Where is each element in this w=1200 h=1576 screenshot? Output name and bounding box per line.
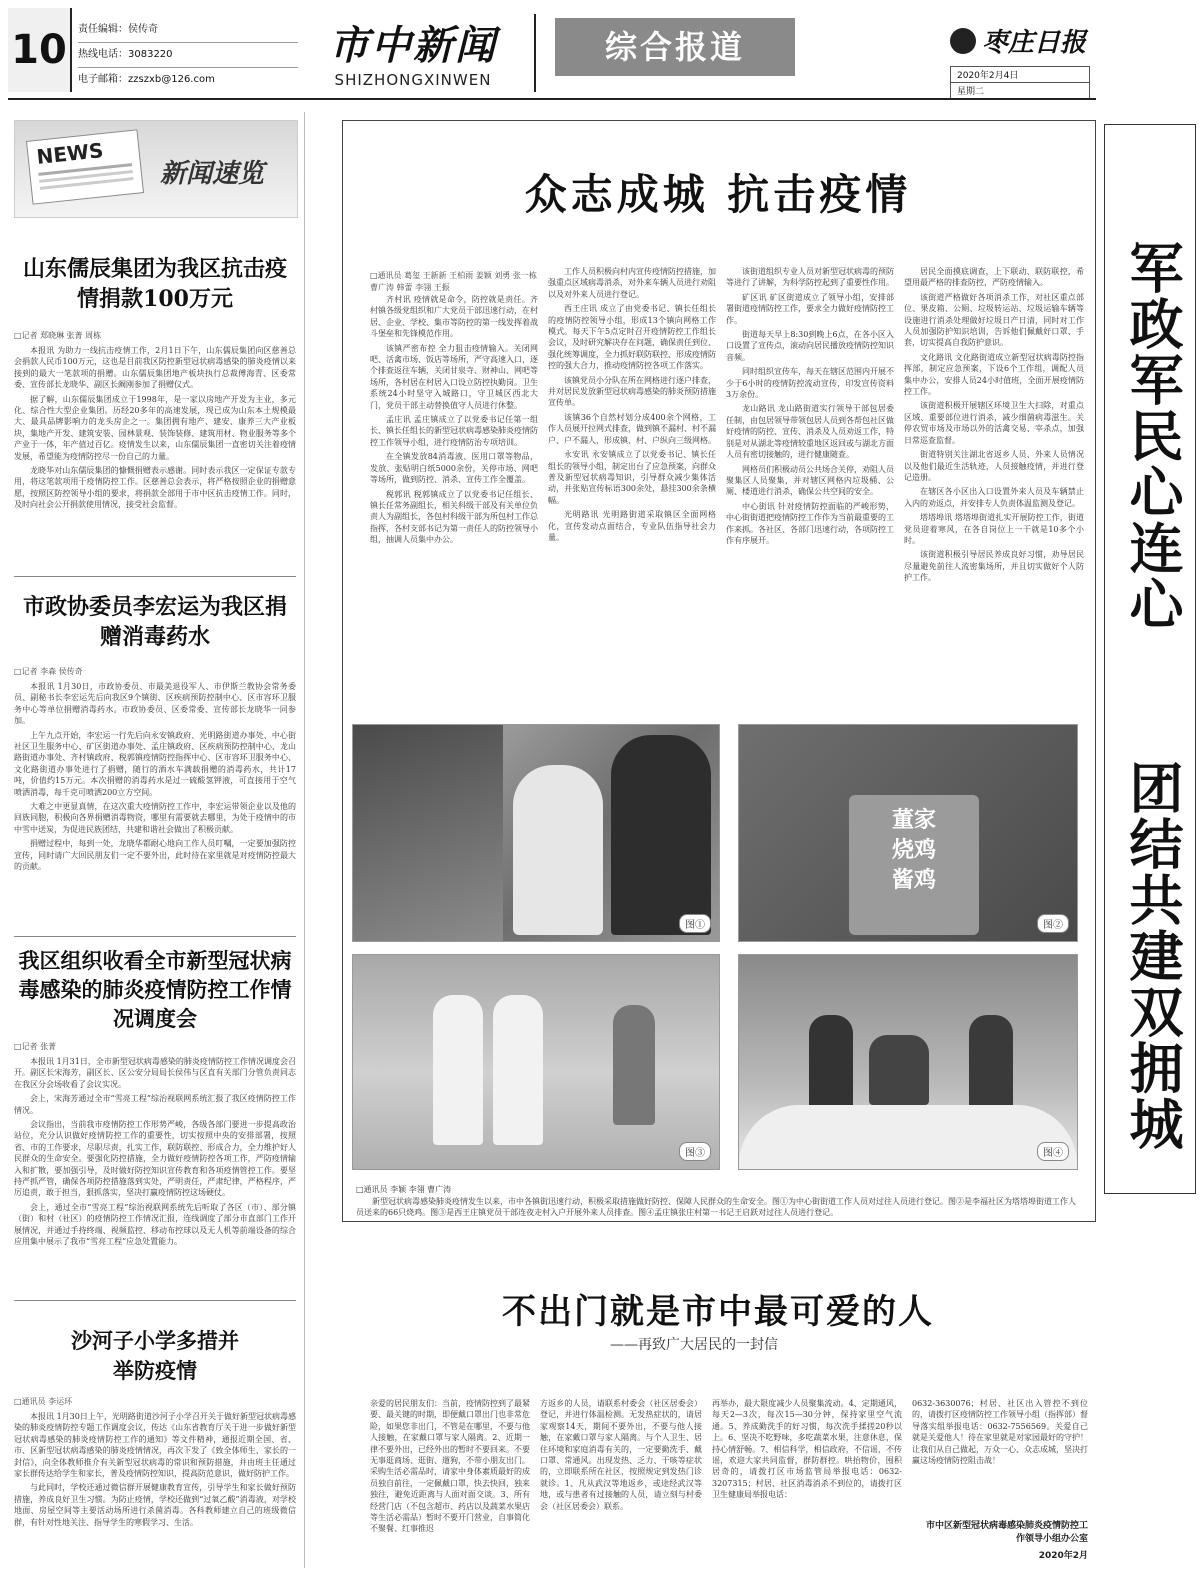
section-logo-text: 市中新闻 bbox=[329, 22, 497, 69]
paragraph: 捐赠过程中，每到一处，龙晓华都耐心地向工作人员叮嘱，一定要加强防控宣传，同时请广大回民朋友们一定不要外出，此时待在家里就是对疫情防控最大的贡献。 bbox=[14, 839, 296, 872]
newspaper-icon bbox=[26, 129, 144, 204]
feature-title: 众志成城 抗击疫情 bbox=[524, 170, 912, 219]
article-conference bbox=[14, 946, 296, 1296]
paragraph: 大难之中更显真情，在这次重大疫情防控工作中，李宏运带领企业以及他的回族同胞，积极向各界捐赠消毒物资，哪里有需要就去哪里，为处于疫情中的市中雪中送炭，为促进民族团结，共建和谐社会做出了积极贡献。 bbox=[14, 802, 296, 834]
person-figure bbox=[613, 1005, 655, 1125]
article-title: 沙河子小学多措并举防疫情 bbox=[71, 1328, 239, 1383]
slogan-line-1: 军政军民心连心 bbox=[1121, 240, 1184, 632]
header-rule bbox=[8, 98, 1096, 100]
paragraph: 会议指出，当前我市疫情防控工作形势严峻，各级各部门要进一步提高政治站位，充分认识做好疫情防控工作的重要性，切实按照中央的安排部署，按照省、市的工作要求，尽职尽责，扎实工作，联防联控、形成合力，全力维护好人民群众的生命安全。要强化防控措施，全力做好疫情防控各项工作，严防疫情输入和扩散，要加强引导，及时做好防控知识宣传教育和各项疫情管控工作。要坚持严抓严管，确保各项防控措施落到实处，严明责任，严肃纪律，严格程序，严厉追责，敢于担当，狠抓落实，坚决打赢疫情防控这场硬仗。 bbox=[14, 1120, 296, 1198]
paragraph: 矿区讯 矿区街道成立了领导小组，安排部署街道疫情防控工作，要求全力做好疫情防控工作。 bbox=[726, 292, 894, 325]
paragraph: 网格员们积极动员公共场合关停，劝阻人员聚集区人员聚集，并对辖区网格内垃圾桶、公厕、楼道进行消杀，确保公共空间的安全。 bbox=[726, 464, 894, 497]
feature-byline: □通讯员 葛玺 王新新 王柏雨 姜颖 刘勇 张一栋 曹广涛 韩蕾 李翎 王振 bbox=[370, 271, 537, 292]
paragraph: 再举办，最大限度减少人员聚集流动。4、定期通风，每天2—3次，每次15—30分钟，保持家里空气流通。5、养成勤洗手的好习惯，每次洗手揉搓20秒以上。6、坚决不吃野味，多吃蔬菜水果，注意休息，保持心情舒畅。7、相信科学，相信政府，不信谣，不传谣，欢迎大家共同监督，群防群控。哄抬物价，囤积居奇的，请拨打区市场监管局举报电话：0632-3207315；村居、社区消毒消杀不到位的，请拨打区卫生健康局举报电话： bbox=[712, 1399, 902, 1500]
paragraph: 工作人员积极向村内宣传疫情防控措施，加强重点区域病毒消杀，对外来车辆人员进行劝阻以及对外来人员进行登记。 bbox=[548, 267, 716, 299]
paragraph: 亲爱的居民朋友们：当前，疫情防控到了最紧要、最关键的时期，即便戴口罩出门也非常危险，如果您非出门，不管是在哪里，不要与他人接触，在家戴口罩与家人隔离。2、近期一律不要外出，已经外出的暂时不要回来。不要无事逛商场、逛街、遛狗，不带小朋友出门。采购生活必需品时，请家中身体素质最好的成员独自前往，一定佩戴口罩，快去快回，独来独往，避免近距离与人面对面交谈。3、所有经营门店（不包含超市、药店以及蔬菜水果店等生活必需品）暂时不要开门营业，自事简化不聚餐、红事推迟 bbox=[370, 1399, 530, 1534]
paragraph: 同时组织宣传车，每天在辖区范围内开展不少于6小时的疫情防控流动宣传，印发宣传资料3万余份。 bbox=[726, 367, 894, 400]
news-word: NEWS bbox=[35, 138, 105, 169]
paragraph: 居民全面摸底调查，上下联动、联防联控，希望用最严格的排查防控，严防疫情输入。 bbox=[904, 267, 1084, 288]
section-logo bbox=[318, 14, 508, 89]
paragraph: 会上，宋海芳通过全市“雪亮工程”综治视联网系统汇报了我区疫情防控工作情况。 bbox=[14, 1094, 296, 1115]
paragraph: 街道特别关注湖北省返乡人员、外来人员情况以及他们最近生活轨迹，人员接触疫情，并进行登记造册。 bbox=[904, 450, 1084, 482]
letter-column-4 bbox=[912, 1398, 1088, 1510]
paragraph: 文化路讯 文化路街道成立新型冠状病毒防控指挥部，制定应急预案，下设6个工作组，调配人员集中办公，安排人员24小时值班，全面开展疫情防控工作。 bbox=[904, 352, 1084, 397]
article-byline: □记者 张菁 bbox=[14, 1042, 57, 1051]
article-title: 市政协委员李宏运为我区捐赠消毒药水 bbox=[22, 594, 287, 650]
letter-date: 2020年2月 bbox=[1038, 1551, 1088, 1561]
header-divider bbox=[534, 14, 536, 92]
section-name: 综合报道 bbox=[555, 18, 795, 76]
page-number-box bbox=[8, 8, 72, 92]
paragraph: 本报讯 1月30日，市政协委员、市最美退役军人、市伊斯兰教协会常务委员、副秘书长李宏运先后向我区9个镇街、区疾病预防控制中心、区市容环卫服务中心等单位捐赠消毒药水。市政协委员、区委常委、宣传部长龙晓华一同参加。 bbox=[14, 682, 296, 726]
paragraph: 与此同时，学校还通过微信群开展健康教育宣传，引导学生和家长做好预防措施，养成良好卫生习惯。为防止疫情，学校还做到“过氧乙酸”消毒液，对学校地面、房屋空间等主要活动场所进行杀菌消毒。各科教师建立自己的班级微信群，有针对性地关注、指导学生的寒假学习、生活。 bbox=[14, 1483, 296, 1527]
paragraph: 龙山路讯 龙山路街道实行领导干部包居委任制，由包居领导带领包居人员到各帮包社区做好疫情的防控、宣传、消杀及人员劝返工作，特别是对从湖北等疫情较重地区返回或与湖北方面人员有密切接触的，进行健康随查。 bbox=[726, 404, 894, 460]
paragraph: 该镇党员小分队在所在网格进行逐户排查，并对居民发放新型冠状病毒感染的肺炎预防措施宣传单。 bbox=[548, 375, 716, 408]
divider bbox=[14, 936, 296, 937]
issue-date: 2020年2月4日 bbox=[950, 66, 1090, 83]
paragraph: 上午九点开始，李宏运一行先后向永安镇政府、光明路街道办事处、中心街社区卫生服务中心、矿区街道办事处、孟庄镇政府、区疾病预防控制中心、龙山路街道办事处、齐村镇政府、税郭镇疫情防控指挥中心、区市容环卫服务中心、文化路街道办事处进行了捐赠，随行的酒水车满载捐赠的消毒药水，共计17吨，价值约15万元。本次捐赠的消毒药水是过一硫酸氢钾液，可直接用于空气喷洒消毒，每千克可喷洒200立方空间。 bbox=[14, 730, 296, 797]
person-figure bbox=[869, 1035, 929, 1105]
column-divider bbox=[304, 112, 305, 1568]
page-number: 10 bbox=[11, 27, 67, 73]
paragraph: 该镇36个自然村划分成400余个网格，工作人员展开拉网式排查，做到镇不漏村、村不漏户、户不漏人，形成镇、村、户纵向三级网格。 bbox=[548, 412, 716, 445]
paragraph: 本报讯 1月30日上午，光明路街道沙河子小学召开关于做好新型冠状病毒感染的肺炎疫情防控专题工作调度会议，传达《山东省教育厅关于进一步做好新型冠状病毒感染的肺炎疫情防控工作的通知》等文件精神，通报近期全国、省、市、区新型冠状病毒感染的肺炎疫情情况，再次下发了《致全体师生、家长的一封信》，向全体教师推介有关新型冠状病毒的常识和预防措施，并由班主任通过家长群传达给学生和家长，普及疫情防控知识，提高防范意识，做好防护工作。 bbox=[14, 1412, 296, 1479]
letter-subtitle: ——再致广大居民的一封信 bbox=[610, 1337, 778, 1353]
photo-chicken-bags bbox=[738, 724, 1078, 942]
article-byline: □记者 李森 侯传奇 bbox=[14, 667, 83, 676]
paragraph: 中心街讯 针对疫情防控面临的严峻形势，中心街街道把疫情防控工作作为当前最重要的工作来抓。各社区、各部门迅速行动，各项防控工作有序展开。 bbox=[726, 501, 894, 545]
article-byline: □通讯员 李运环 bbox=[14, 1397, 73, 1406]
photo-caption: 新型冠状病毒感染肺炎疫情发生以来，市中各镇街迅速行动，积极采取措施做好防控、保障人民群众的生命安全。图①为中心街街道工作人员对过往人员进行登记。图②是李福社区为塔塔埠街道工作人员送来的66只烧鸡。图③是西王庄镇党员干部连夜走村入户开展外来人员排查。图④孟庄镇张庄村第一书记王启跃对过往人员进行登记。 bbox=[356, 1197, 1076, 1217]
photo-label: 图① bbox=[679, 914, 711, 933]
paragraph: 塔塔埠讯 塔塔埠街道扎实开展防控工作，街道党员迎着寒风，在各自岗位上一干就是10多个小时。 bbox=[904, 513, 1084, 545]
person-figure bbox=[433, 995, 483, 1145]
person-figure bbox=[493, 995, 543, 1145]
paragraph: 齐村讯 疫情就是命令，防控就是责任。齐村镇各级党组织和广大党员干部迅速行动，在村居、企业、学校、集市等防控的第一线发挥着战斗堡垒和先锋模范作用。 bbox=[370, 295, 538, 339]
editor-label: 责任编辑：侯传奇 bbox=[78, 24, 158, 35]
paragraph: 该街道严格做好各项消杀工作，对社区重点部位、果皮箱、公厕、垃圾转运站、垃圾运输车辆等设施进行消杀处理做好垃圾日产日清，同时对工作人员加强防护知识培训，告诉他们佩戴好口罩、手套，切实提高自我防护意识。 bbox=[904, 292, 1084, 348]
letter-column-2 bbox=[540, 1398, 702, 1570]
slogan-line-2: 团结共建双拥城 bbox=[1121, 760, 1184, 1152]
paragraph: 该街道积极开展辖区环境卫生大扫除，对重点区域、重要部位进行消杀，减少细菌病毒滋生。关停农贸市场及市场以外的活禽交易、宰杀点，加强日常巡查监督。 bbox=[904, 401, 1084, 445]
photo-label: 图③ bbox=[679, 1142, 711, 1161]
photo-registration bbox=[352, 724, 720, 942]
letter-title: 不出门就是市中最可爱的人 bbox=[502, 1292, 934, 1332]
paragraph: 孟庄讯 孟庄镇成立了以党委书记任第一组长、镇长任组长的新型冠状病毒感染肺炎疫情防控工作领导小组，进行疫情防治专项培训。 bbox=[370, 415, 538, 447]
bag-figure bbox=[849, 795, 979, 935]
paragraph: 会上，通过全市“雪亮工程”综治视联网系统先后听取了各区（市）、部分镇（街）和村（社区）的疫情防控工作情况汇报，连线调度了部分市直部门工作开展情况，并通过手持终端、视频监控、移动布控球以及无人机等前端设备的综合应用集中展示了我市“雪亮工程”应急处置能力。 bbox=[14, 1202, 296, 1247]
article-byline: □记者 郑晓琳 张菁 周栋 bbox=[14, 331, 102, 340]
issue-weekday: 星期二 bbox=[950, 83, 1090, 99]
paragraph: 该街道积极引导居民养成良好习惯，劝导居民尽量避免前往人流密集场所，并且切实做好个人防护工作。 bbox=[904, 550, 1084, 583]
photo-caption-byline: □通讯员 李颖 李翎 曹广涛 bbox=[356, 1185, 452, 1194]
article-disinfectant bbox=[14, 592, 296, 932]
article-body bbox=[14, 681, 296, 873]
feature-column-1 bbox=[370, 294, 538, 712]
article-donation bbox=[14, 254, 296, 572]
article-body bbox=[14, 345, 296, 511]
editor-info bbox=[78, 18, 298, 92]
photo-village-check bbox=[738, 954, 1078, 1170]
letter-signature: 市中区新型冠状病毒感染肺炎疫情防控工作领导小组办公室 bbox=[925, 1521, 1088, 1544]
news-banner bbox=[14, 120, 298, 218]
photo-label: 图② bbox=[1037, 914, 1069, 933]
email-label: 电子邮箱：zzszxb@126.com bbox=[78, 67, 298, 92]
car-hood bbox=[739, 1105, 1077, 1169]
banner-title: 新闻速览 bbox=[160, 159, 265, 189]
section-pinyin: SHIZHONGXINWEN bbox=[334, 71, 492, 89]
paragraph: 据了解，山东儒辰集团成立于1998年，是一家以房地产开发为主业，多元化、综合性大型企业集团。历经20多年的高速发展，现已成为山东本土规模最大、最具品牌影响力的龙头房企之一。集团拥有地产、建安、康养三大产业板块，集地产开发、建筑安装、园林景观、装饰装修、建筑用材、物业服务等多个产业于一体，年产值过百亿。疫情发生以来，山东儒辰集团一直密切关注着疫情发展，希望能为疫情防控尽一份自己的力量。 bbox=[14, 394, 296, 461]
paragraph: 方返乡的人员，请联系村委会（社区居委会）登记，并进行体温检测。无发热症状的，请居家观察14天，期间不要外出，不要与他人接触，在家戴口罩与家人隔离。与个人卫生、居住环境和家庭消毒有关的，一定要勤洗手、戴口罩、常通风。出现发热、乏力、干咳等症状的，立即联系所在社区，按照规定到发热门诊就诊。1、凡从武汉等地返乡，或途经武汉等地，或与患者有过接触的人员，请立刻与村委会（社区居委会）联系。 bbox=[540, 1399, 702, 1511]
paragraph: 永安讯 永安镇成立了以党委书记、镇长任组长的领导小组，制定出台了应急预案，向群众普及新型冠状病毒知识，引导群众减少集体活动，并张贴宣传标语300余处，悬挂300余条横幅。 bbox=[548, 450, 716, 505]
paragraph: 西王庄讯 成立了由党委书记、镇长任组长的疫情防控领导小组，形成13个镇向网格工作模式。每天下午5点定时召开疫情防控工作组长会议，及时研究解决存在问题，确保责任到位、强化统筹调度，全力抓好联防联控、形成疫情防控的强大合力，推动疫情防控各项工作落实。 bbox=[548, 304, 716, 371]
feature-column-3 bbox=[726, 266, 894, 712]
bag-text: 酱鸡 bbox=[891, 867, 936, 893]
article-title: 山东儒辰集团为我区抗击疫情捐款100万元 bbox=[22, 256, 287, 312]
paragraph: 该街道组织专业人员对新型冠状病毒的预防等进行了讲解，为科学防控起到了重要性作用。 bbox=[726, 267, 894, 288]
date-box bbox=[950, 66, 1090, 99]
bag-text: 烧鸡 bbox=[891, 837, 936, 863]
paragraph: 光明路讯 光明路街道采取镇区全面网格化，宣传发动点面结合，专业队伍指导社会力量。 bbox=[548, 510, 716, 542]
photo-label: 图④ bbox=[1037, 1142, 1069, 1161]
paragraph: 在全镇发放84消毒液、医用口罩等物品，发放、张贴明白纸5000余份，关停市场、网吧等场所，做到防控、消杀、宣传工作全覆盖。 bbox=[370, 452, 538, 485]
feature-column-4 bbox=[904, 266, 1084, 712]
article-title: 我区组织收看全市新型冠状病毒感染的肺炎疫情防控工作情况调度会 bbox=[18, 948, 292, 1031]
letter-column-1 bbox=[370, 1398, 530, 1570]
divider bbox=[14, 1300, 296, 1301]
paragraph: 本报讯 为助力一线抗击疫情工作，2月1日下午，山东儒辰集团向区慈善总会捐款人民币100万元，这也是目前我区防控新型冠状病毒感染的肺炎疫情以来接到的最大一笔款项的捐赠。山东儒辰集团地产板块执行总裁傅海青、区委常委、宣传部长龙晓华、副区长阚刚参加了捐赠仪式。 bbox=[14, 346, 296, 390]
paragraph: 街道每天早上8:30到晚上6点，在各小区入口设置了宣传点，滚动向居民播放疫情防控知识音频。 bbox=[726, 330, 894, 362]
bag-text: 董家 bbox=[891, 807, 936, 833]
paragraph: 本报讯 1月31日，全市新型冠状病毒感染的肺炎疫情防控工作情况调度会召开。副区长宋海芳，副区长、区公安分局局长侯伟与区直有关部门分管负责同志在我区分会场收看了会议实况。 bbox=[14, 1057, 296, 1089]
article-body bbox=[14, 1056, 296, 1248]
article-body bbox=[14, 1411, 296, 1528]
paper-name: 枣庄日报 bbox=[982, 28, 1087, 58]
article-school bbox=[14, 1326, 296, 1570]
paper-logo-icon bbox=[950, 28, 976, 54]
paragraph: 龙晓华对山东儒辰集团的慷慨捐赠表示感谢。同时表示我区一定保证专款专用，将这笔款项用于疫情防控工作。区慈善总会表示，将严格按照企业的捐赠意愿，按照区防控领导小组的要求，将捐款全部用于市中区抗击疫情工作。同时，及时向社会公开捐款使用情况，接受社会监督。 bbox=[14, 466, 296, 510]
letter-column-3 bbox=[712, 1398, 902, 1570]
masthead bbox=[950, 22, 1110, 59]
person-figure bbox=[513, 765, 603, 935]
paragraph: 0632-3630076；村居、社区出入管控不到位的，请拨打区疫情防控工作领导小组（指挥部）督导落实组举报电话：0632-7556569。关爱自己就是关爱他人！待在家里就是对家园最好的守护！让我们从自己做起，万众一心、众志成城，坚决打赢这场疫情防控阻击战！ bbox=[912, 1399, 1088, 1466]
person-figure bbox=[611, 735, 711, 935]
divider bbox=[14, 576, 296, 577]
photo-investigation bbox=[352, 954, 720, 1170]
feature-column-2 bbox=[548, 266, 716, 712]
paragraph: 该镇严密布控 全力狙击疫情输入。关闭网吧、活禽市场、饭店等场所，严守高速入口，逐个排查返往车辆，关闭甘泉寺、财神山、网吧等场所，各村居在村居入口设立防控执勤岗。卫生系统24小时坚守入城路口，守卫城区西北大门，党员干部主动替换值守人员进行休整。 bbox=[370, 343, 538, 410]
paragraph: 税郭讯 税郭镇成立了以党委书记任组长、镇长任常务副组长，相关科级干部及有关单位负责人为副组长，各包村科级干部为所包村工作总指挥，各村支部书记为第一责任人的防控领导小组，抽调人员集中办公。 bbox=[370, 489, 538, 545]
phone-label: 热线电话：3083220 bbox=[78, 42, 298, 67]
paragraph: 在辖区各小区出入口设置外来人员及车辆禁止入内的劝返点，并安排专人负责体温监测及登记。 bbox=[904, 487, 1084, 508]
